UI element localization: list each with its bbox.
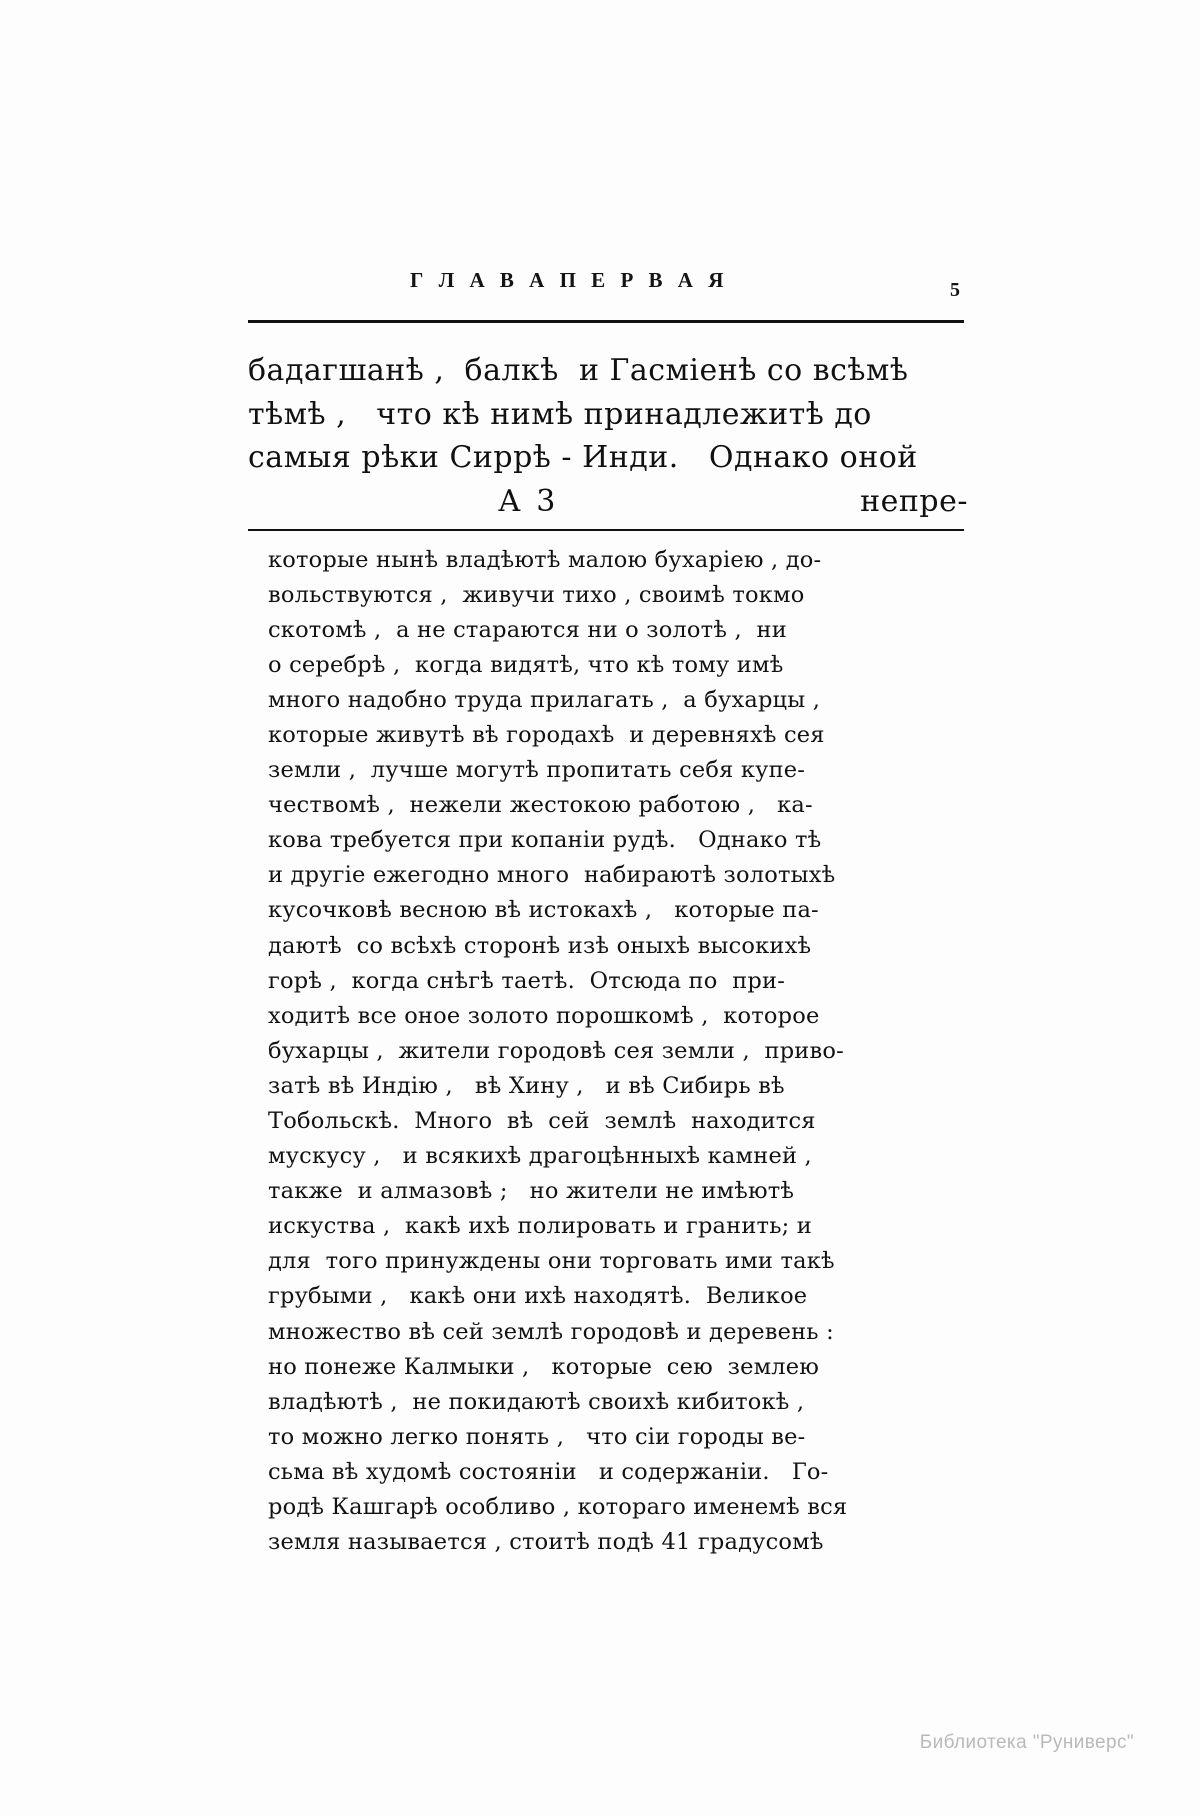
footnote-line: даютѣ со всѣхѣ сторонѣ изѣ оныхѣ высокихѣ: [268, 932, 812, 959]
footnote-line: земли , лучше могутѣ пропитать себя купе-: [268, 757, 806, 784]
footnote-line: и другіе ежегодно много набираютѣ золотыхѣ: [268, 862, 836, 889]
main-text-line: самыя рѣки Сиррѣ - Инди. Однако оной: [248, 440, 918, 475]
signature-and-catchword: [248, 484, 968, 519]
chapter-title: Г Л А В А П Е Р В А Я: [410, 268, 729, 292]
page-content: [248, 268, 968, 1560]
footnote-line: владѣютѣ , не покидаютѣ своихѣ кибитокѣ ,: [268, 1388, 805, 1415]
horizontal-rule-middle: [248, 529, 964, 531]
footnote-line: сьма вѣ худомѣ состояніи и содержаніи. Го-: [268, 1458, 829, 1485]
footnote-line: также и алмазовѣ ; но жители не имѣютѣ: [268, 1178, 795, 1205]
footnote-line: ходитѣ все оное золото порошкомѣ , которое: [268, 1002, 820, 1029]
running-head: [248, 268, 968, 302]
footnote-line: искуства , какѣ ихѣ полировать и гранить; и: [268, 1213, 812, 1240]
footnote-line: которые живутѣ вѣ городахѣ и деревняхѣ сея: [268, 721, 825, 748]
footnote-line: Тобольскѣ. Много вѣ сей землѣ находится: [268, 1108, 816, 1134]
footnote-line: чествомѣ , нежели жестокою работою , ка-: [268, 792, 813, 819]
footnote-line: кусочковѣ весною вѣ истокахѣ , которые па-: [268, 897, 819, 924]
footnote-line: которые нынѣ владѣютѣ малою бухаріею , до-: [268, 546, 822, 573]
footnote-line: для того принуждены они торговать ими такѣ: [268, 1248, 835, 1275]
footnote-line: множество вѣ сей землѣ городовѣ и деревень :: [268, 1318, 834, 1345]
footnote-line: кова требуется при копаніи рудѣ. Однако тѣ: [268, 827, 822, 854]
sheet-signature: А 3: [498, 483, 559, 519]
page-number: 5: [950, 279, 960, 301]
main-text-line: бадагшанѣ , балкѣ и Гасміенѣ со всѣмѣ: [248, 353, 909, 388]
footnote-line: много надобно труда прилагать , а бухарцы ,: [268, 686, 821, 713]
library-watermark: Библиотека "Руниверс": [919, 1732, 1134, 1753]
footnote-line: но понеже Калмыки , которые сею землею: [268, 1353, 820, 1380]
main-text-line: тѣмѣ , что кѣ нимѣ принадлежитѣ до: [248, 396, 872, 432]
horizontal-rule-top: [248, 320, 964, 323]
footnote-line: грубыми , какѣ они ихѣ находятѣ. Великое: [268, 1283, 808, 1310]
footnote-line: вольствуются , живучи тихо , своимѣ токмо: [268, 581, 805, 608]
footnote-line: земля называется , стоитѣ подѣ 41 градусомѣ: [268, 1529, 824, 1556]
footnote-line: затѣ вѣ Индію , вѣ Хину , и вѣ Сибирь вѣ: [268, 1072, 785, 1099]
footnote-text-block: [248, 543, 968, 1561]
footnote-line: бухарцы , жители городовѣ сея земли , приво-: [268, 1037, 844, 1064]
footnote-line: мускусу , и всякихѣ драгоцѣнныхѣ камней ,: [268, 1143, 812, 1170]
footnote-line: родѣ Кашгарѣ особливо , котораго именемѣ вся: [268, 1494, 848, 1521]
footnote-line: то можно легко понять , что сіи городы ве-: [268, 1423, 806, 1450]
footnote-line: о серебрѣ , когда видятѣ, что кѣ тому имѣ: [268, 651, 784, 678]
footnote-line: скотомѣ , а не стараются ни о золотѣ , ни: [268, 616, 787, 643]
footnote-line: горѣ , когда снѣгѣ таетѣ. Отсюда по при-: [268, 967, 786, 994]
catchword: непре-: [860, 483, 968, 519]
main-text-block: [248, 349, 968, 480]
